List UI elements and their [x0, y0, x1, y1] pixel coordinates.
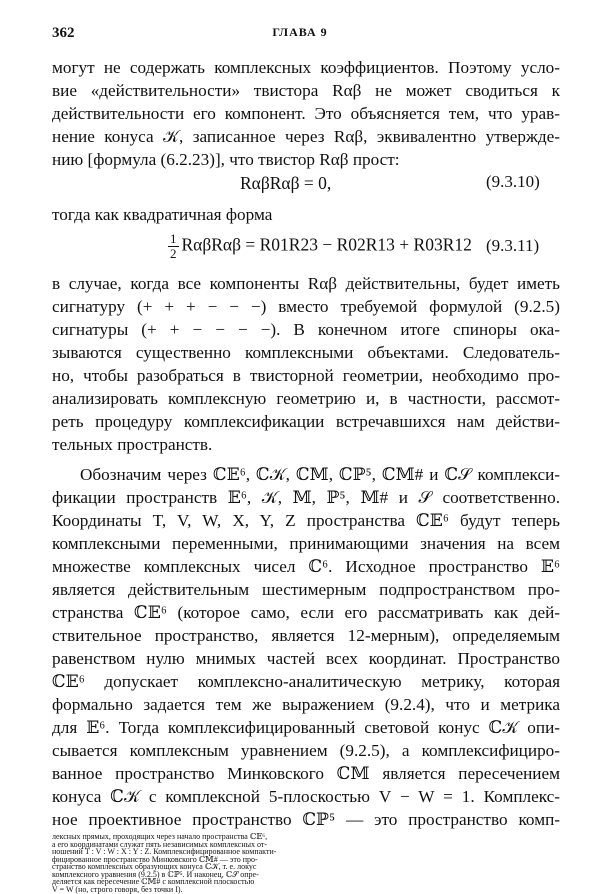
text-line: могут не содержать комплексных коэффициентов. Поэтому усло- — [52, 58, 560, 77]
text-line: фицированное пространство Минковского ℂ𝕄# — это про- — [52, 854, 258, 864]
equation-label: (9.3.10) — [486, 172, 540, 191]
text-line: нию [формула (6.2.23)], что твистор Rαβ прост: — [52, 150, 400, 169]
text-line: ношений T : V : W : X : Y : Z. Комплексифицированное компакти- — [52, 847, 277, 856]
text-line: равенством нулю мнимых частей всех координат. Пространство — [52, 649, 560, 668]
text-line: сигнатуру (+ + + − − −) вместо требуемой формулой (9.2.5) — [52, 297, 560, 316]
fraction-one-half: $\frac{1}{2}$ — [170, 231, 177, 261]
running-head: ГЛАВА 9 — [272, 25, 328, 39]
text-line: реть процедуру комплексификации встречавшихся нам действи- — [52, 412, 560, 431]
text-line: является действительным шестимерным подпространством про- — [52, 580, 560, 599]
page-number: 362 — [52, 25, 75, 41]
equation-body: RαβRαβ = R01R23 − R02R13 + R03R12 — [181, 234, 472, 255]
text-line: анализировать комплексную геометрию и, в частности, рассмот- — [52, 389, 560, 408]
text-line: зываются существенно комплексными объектами. Следователь- — [52, 343, 560, 362]
text-line: для 𝔼⁶. Тогда комплексифицированный световой конус ℂ𝒦 опи- — [52, 718, 560, 737]
text-line: Обозначим через ℂ𝔼⁶, ℂ𝒦, ℂ𝕄, ℂℙ⁵, ℂ𝕄# и ℂ𝒮 комплекси- — [80, 465, 560, 484]
text-line: комплексными переменными, принимающими значения на всем — [52, 534, 560, 553]
text-line: в случае, когда все компоненты Rαβ действительны, будет иметь — [52, 274, 560, 293]
text-line: ℂ𝔼⁶ допускает комплексно-аналитическую метрику, которая — [52, 672, 560, 691]
equation-9-3-11 — [168, 232, 472, 261]
text-line: нение конуса 𝒦, записанное через Rαβ, эквивалентно утвержде- — [52, 127, 561, 146]
text-line: ванное пространство Минковского ℂ𝕄 является пересечением — [52, 764, 560, 783]
equation-label: (9.3.11) — [486, 236, 540, 255]
text-line: странства ℂ𝔼⁶ (которое само, если его рассматривать как дей- — [52, 603, 560, 622]
text-line: сигнатуры (+ + − − − −). В конечном итоге спиноры ока- — [52, 320, 560, 339]
text-line: тогда как квадратичная форма — [52, 205, 273, 224]
text-line: сывается комплексным уравнением (9.2.5), а комплексифициро- — [52, 741, 560, 760]
text-line: тельных пространств. — [52, 435, 213, 454]
text-line: действительности его компонент. Это объясняется тем, что урав- — [52, 104, 560, 123]
continuation-block — [52, 832, 560, 894]
text-line: V = W (но, строго говоря, без точки I). — [52, 884, 183, 894]
text-line: множестве комплексных чисел ℂ⁶. Исходное пространство 𝔼⁶ — [52, 557, 560, 576]
text-line: комплексного уравнения (9.2.5) в ℂℙ⁵. И наконец, ℂ𝒮 опре- — [52, 869, 259, 879]
text-line: лексных прямых, проходящих через начало пространства ℂ𝔼⁶, — [52, 832, 268, 841]
text-line: формально задается тем же выражением (9.2.4), что и метрика — [52, 695, 560, 714]
text-line: фикации пространств 𝔼⁶, 𝒦, 𝕄, ℙ⁵, 𝕄# и 𝒮 соответственно. — [52, 488, 560, 507]
text-line: ное проективное пространство ℂℙ⁵ — это пространство комп- — [52, 810, 560, 829]
equation-9-3-10: RαβRαβ = 0, — [240, 173, 332, 193]
text-line: а его координатами служат пять независимых комплексных от- — [52, 839, 268, 849]
text-line: но, чтобы разобраться в твисторной геометрии, необходимо про- — [52, 366, 560, 385]
text-line: вие «действительности» твистора Rαβ не может сводиться к — [52, 81, 560, 100]
text-line: ствительное пространство, является 12-мерным), определяемым — [52, 626, 560, 645]
text-line: конуса ℂ𝒦 с комплексной 5-плоскостью V − W = 1. Комплекс- — [52, 787, 560, 806]
text-line: странство комплексных образующих конуса ℂ𝒦, т. е. локус — [52, 862, 257, 871]
text-line: деляется как пересечение ℂ𝕄# с комплексной плоскостью — [52, 877, 255, 886]
text-line: Координаты T, V, W, X, Y, Z пространства ℂ𝔼⁶ будут теперь — [52, 511, 560, 530]
